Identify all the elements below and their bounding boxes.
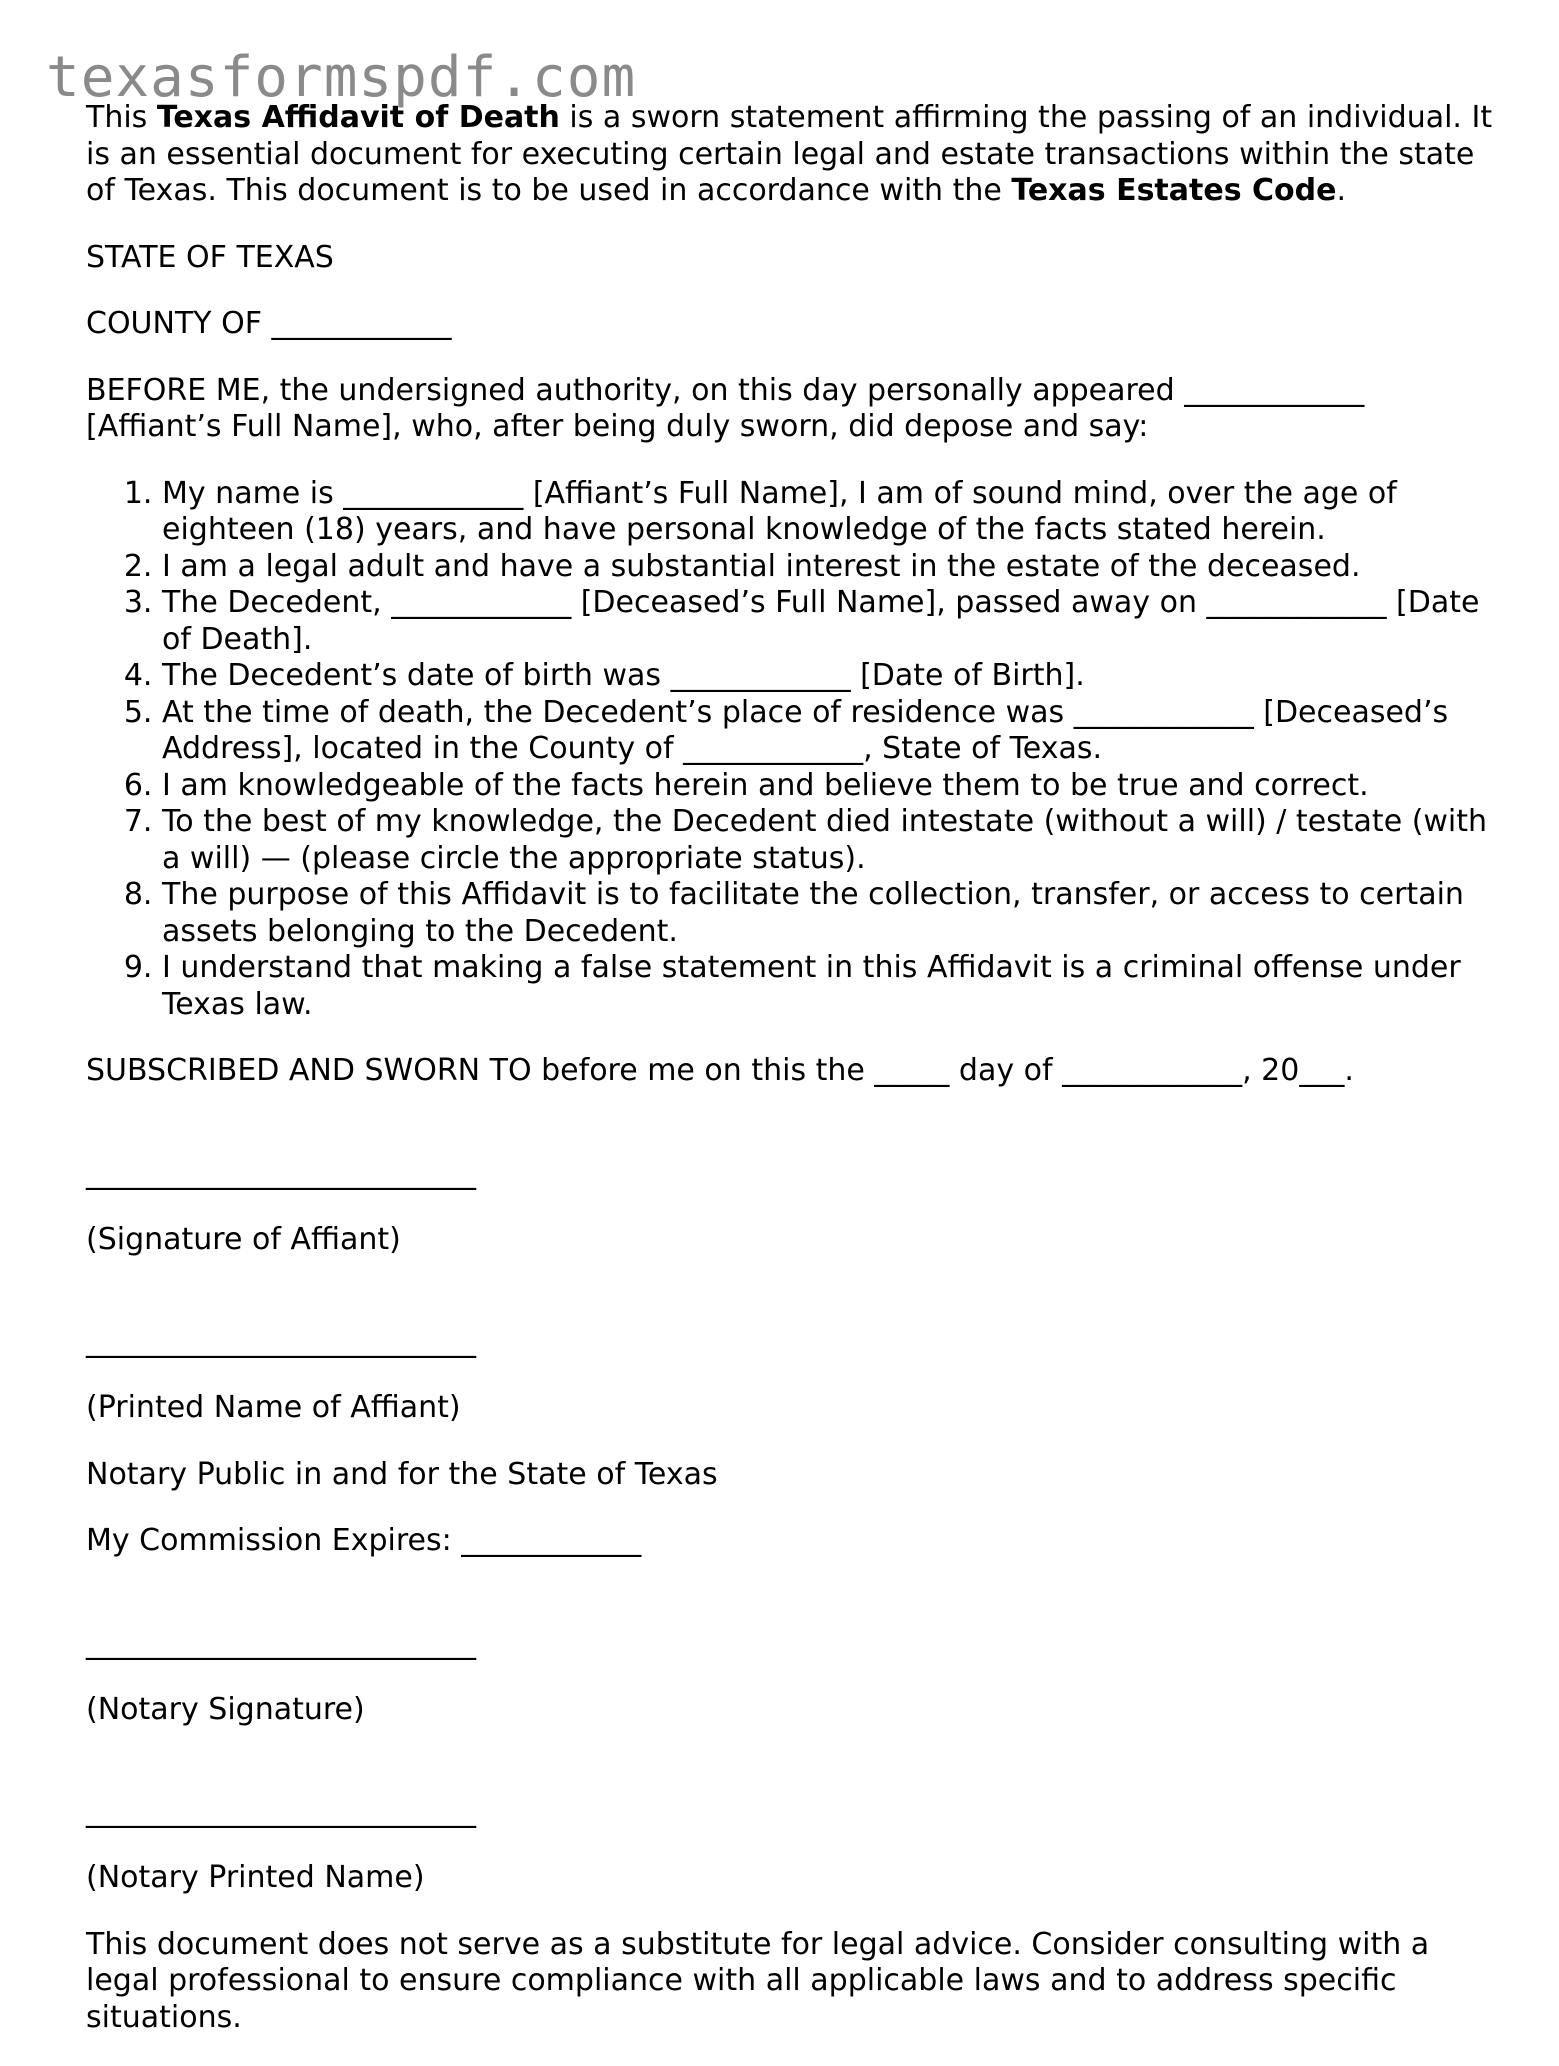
intro-text-2: is a sworn statement affirming the passing of an individual. It is an essential document for executing certain legal and estate transactions within the state of Texas. This document is to be used in accordance with the — [86, 100, 1493, 208]
affiant-printed-name-line: __________________________ — [86, 1324, 476, 1359]
before-me-paragraph: BEFORE ME, the undersigned authority, on this day personally appeared ____________ [Affiant’s Full Name], who, after being duly sworn, did depose and say: — [86, 372, 1365, 444]
clause-item: 7. To the best of my knowledge, the Decedent died intestate (without a will) / testate (with a will) — (please circle the appropriate status). — [162, 804, 1496, 877]
affidavit-clauses-list — [86, 476, 1496, 1024]
notary-printed-name-label: (Notary Printed Name) — [86, 1860, 425, 1895]
intro-text-3: . — [1336, 173, 1346, 208]
notary-signature-line: __________________________ — [86, 1625, 476, 1661]
notary-public-label: Notary Public in and for the State of Texas — [86, 1456, 718, 1492]
commission-expires-line: My Commission Expires: ____________ — [86, 1523, 642, 1558]
clause-item: 1. My name is ____________ [Affiant’s Full Name], I am of sound mind, over the age of eighteen (18) years, and have personal knowledge of the facts stated herein. — [162, 476, 1496, 549]
legal-disclaimer: This document does not serve as a substitute for legal advice. Consider consulting with a legal professional to ensure compliance with all applicable laws and to address specific situations. — [86, 1926, 1430, 2035]
notary-printed-name-line: __________________________ — [86, 1794, 476, 1829]
affiant-signature-line: __________________________ — [86, 1155, 476, 1191]
clause-item: 8. The purpose of this Affidavit is to facilitate the collection, transfer, or access to certain assets belonging to the Decedent. — [162, 877, 1496, 950]
affidavit-document — [86, 100, 1496, 2066]
clause-item: 3. The Decedent, ____________ [Deceased’s Full Name], passed away on ____________ [Date of Death]. — [162, 585, 1496, 658]
intro-bold-form-name: Texas Affidavit of Death — [156, 100, 560, 135]
watermark-text: texasformspdf.com — [46, 45, 637, 110]
clause-item: 9. I understand that making a false statement in this Affidavit is a criminal offense under Texas law. — [162, 950, 1496, 1023]
notary-signature-label: (Notary Signature) — [86, 1691, 365, 1727]
county-line: COUNTY OF ____________ — [86, 306, 452, 341]
intro-paragraph — [86, 100, 1496, 210]
clause-item: 5. At the time of death, the Decedent’s place of residence was ____________ [Deceased’s Address], located in the County of ____________, State of Texas. — [162, 695, 1496, 768]
signature-of-affiant-label: (Signature of Affiant) — [86, 1221, 401, 1257]
intro-bold-estates-code: Texas Estates Code — [1011, 173, 1337, 208]
clause-item: 4. The Decedent’s date of birth was ____________ [Date of Birth]. — [162, 658, 1496, 695]
printed-name-of-affiant-label: (Printed Name of Affiant) — [86, 1390, 461, 1425]
clause-item: 2. I am a legal adult and have a substantial interest in the estate of the deceased. — [162, 549, 1496, 586]
clause-item: 6. I am knowledgeable of the facts herein and believe them to be true and correct. — [162, 768, 1496, 805]
subscribed-sworn-line: SUBSCRIBED AND SWORN TO before me on this the _____ day of ____________, 20___. — [86, 1053, 1354, 1088]
state-heading: STATE OF TEXAS — [86, 239, 334, 275]
intro-text-1: This — [86, 100, 157, 135]
